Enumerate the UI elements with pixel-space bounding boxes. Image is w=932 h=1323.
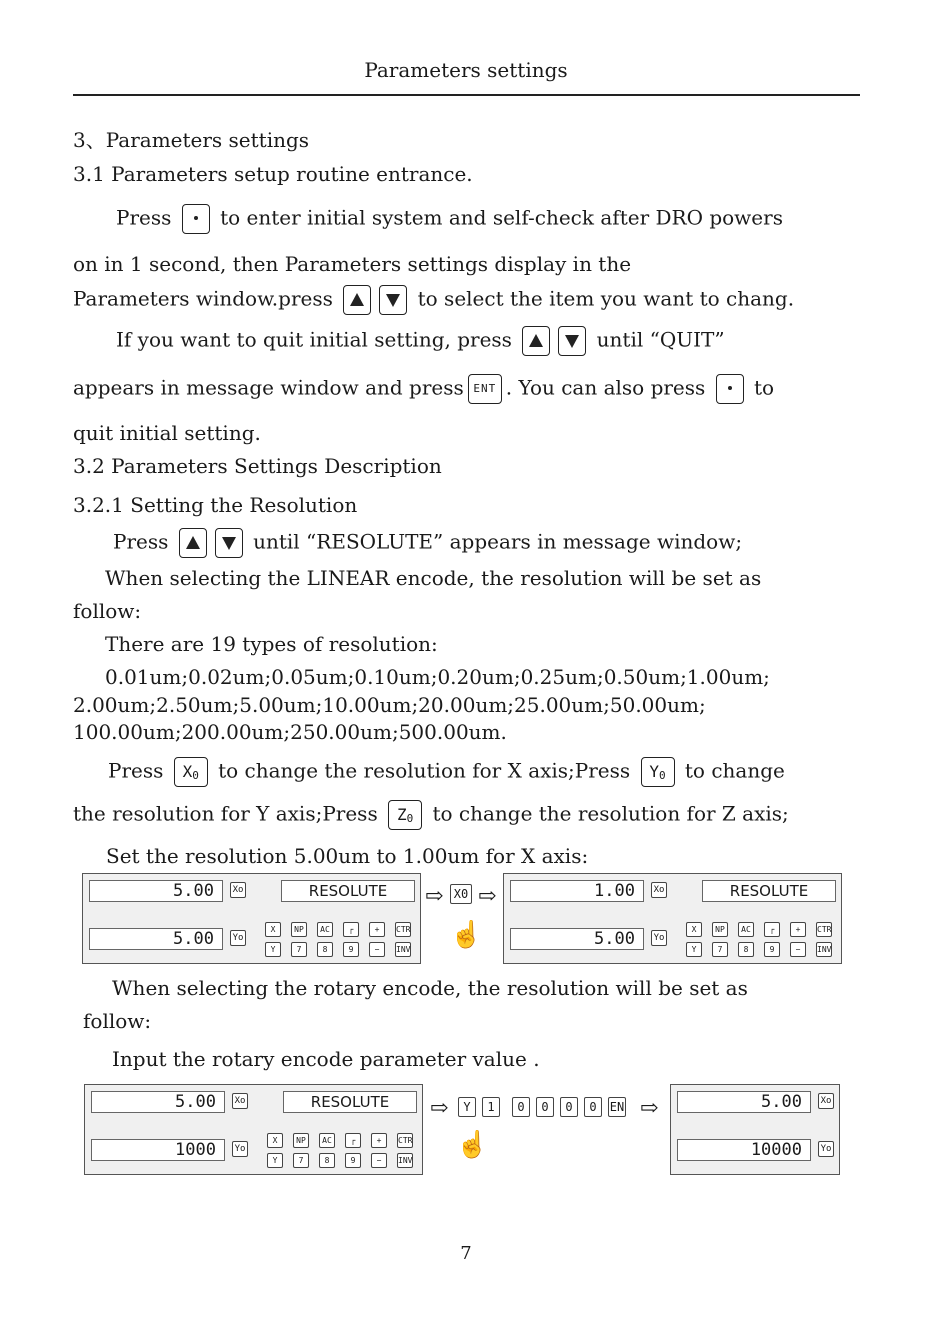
- keypad-key: X: [686, 922, 702, 937]
- dot-key-icon: [182, 204, 210, 234]
- keypad-key: ┌: [764, 922, 780, 937]
- paragraph-line: Press until “RESOLUTE” appears in message window;: [113, 528, 742, 558]
- paragraph-line: quit initial setting.: [73, 421, 261, 445]
- keypad-key: 9: [764, 942, 780, 957]
- dro-panel-rotary-before: [84, 1084, 423, 1175]
- x-axis-label-icon: Xo: [818, 1093, 834, 1109]
- y-axis-label-icon: Yo: [232, 1141, 248, 1157]
- subsection-3-2-1-title: 3.2.1 Setting the Resolution: [73, 493, 358, 517]
- pointing-hand-icon: ☝: [450, 920, 483, 950]
- keypad-key: 8: [319, 1153, 335, 1168]
- dot-key-icon: [716, 374, 744, 404]
- subsection-3-1-title: 3.1 Parameters setup routine entrance.: [73, 162, 473, 186]
- keypad-key: X: [265, 922, 281, 937]
- key-sequence: [458, 1097, 638, 1119]
- keypad-key: X: [267, 1133, 283, 1148]
- keypad-key: 7: [712, 942, 728, 957]
- keypad-key: 8: [317, 942, 333, 957]
- keypad-key: AC: [317, 922, 333, 937]
- keypad-key: INV: [397, 1153, 413, 1168]
- y0-key-icon: $Y_0$: [641, 757, 675, 787]
- down-arrow-key-icon: [379, 285, 407, 315]
- y-axis-label-icon: Yo: [651, 930, 667, 946]
- keypad-key: CTR: [816, 922, 832, 937]
- down-arrow-key-icon: [215, 528, 243, 558]
- keypad-key: 7: [293, 1153, 309, 1168]
- keypad-key: −: [790, 942, 806, 957]
- x-axis-label-icon: Xo: [230, 882, 246, 898]
- keypad-key: +: [369, 922, 385, 937]
- arrow-right-icon: ⇨: [425, 884, 444, 909]
- keypad-key: −: [371, 1153, 387, 1168]
- y-display: 1000: [91, 1139, 225, 1161]
- arrow-right-icon: ⇨: [640, 1096, 659, 1121]
- up-arrow-key-icon: [343, 285, 371, 315]
- keypad-key: AC: [319, 1133, 335, 1148]
- page-number: 7: [460, 1243, 472, 1264]
- keypad-key: CTR: [395, 922, 411, 937]
- keypad-key: NP: [291, 922, 307, 937]
- keypad-key: AC: [738, 922, 754, 937]
- paragraph-line: Press to enter initial system and self-check after DRO powers: [116, 204, 783, 234]
- paragraph-line: Parameters window.press to select the item you want to chang.: [73, 285, 794, 315]
- keypad-key: −: [369, 942, 385, 957]
- page-header: Parameters settings: [364, 58, 568, 82]
- keypad-key: 7: [291, 942, 307, 957]
- paragraph-line: When selecting the rotary encode, the resolution will be set as: [112, 976, 748, 1000]
- paragraph-line: Set the resolution 5.00um to 1.00um for X axis:: [106, 844, 589, 868]
- subsection-3-2-title: 3.2 Parameters Settings Description: [73, 454, 442, 478]
- sequence-key: Y: [458, 1097, 476, 1117]
- paragraph-line: appears in message window and press ENT . You can also press to: [73, 374, 774, 404]
- keypad-key: INV: [395, 942, 411, 957]
- dro-panel-after: [503, 873, 842, 964]
- dro-panel-rotary-after: [670, 1084, 840, 1175]
- x-axis-label-icon: Xo: [232, 1093, 248, 1109]
- keypad-key: Y: [686, 942, 702, 957]
- keypad-key: 9: [343, 942, 359, 957]
- keypad-key: 8: [738, 942, 754, 957]
- x-display: 5.00: [677, 1091, 811, 1113]
- paragraph-line: Input the rotary encode parameter value .: [112, 1047, 540, 1071]
- up-arrow-key-icon: [522, 326, 550, 356]
- paragraph-line: When selecting the LINEAR encode, the resolution will be set as: [105, 566, 762, 590]
- message-window: RESOLUTE: [281, 880, 415, 902]
- paragraph-line: There are 19 types of resolution:: [105, 632, 438, 656]
- z0-key-icon: $Z_0$: [388, 800, 422, 830]
- sequence-key: 0: [536, 1097, 554, 1117]
- message-window: RESOLUTE: [702, 880, 836, 902]
- resolution-list-line: 0.01um;0.02um;0.05um;0.10um;0.20um;0.25um;0.50um;1.00um;: [105, 665, 770, 689]
- keypad-key: +: [371, 1133, 387, 1148]
- sequence-key: 0: [560, 1097, 578, 1117]
- keypad-key: NP: [293, 1133, 309, 1148]
- paragraph-line: follow:: [73, 599, 142, 623]
- sequence-key: 1: [482, 1097, 500, 1117]
- keypad-key: CTR: [397, 1133, 413, 1148]
- dro-panel-before: [82, 873, 421, 964]
- x-display: 5.00: [89, 880, 223, 902]
- arrow-right-icon: ⇨: [430, 1096, 449, 1121]
- header-rule: [73, 94, 860, 96]
- resolution-list-line: 100.00um;200.00um;250.00um;500.00um.: [73, 720, 507, 744]
- x-display: 5.00: [91, 1091, 225, 1113]
- paragraph-line: follow:: [83, 1009, 152, 1033]
- paragraph-line: Press $X_0$ to change the resolution for X axis;Press $Y_0$ to change: [108, 757, 785, 787]
- x-axis-label-icon: Xo: [651, 882, 667, 898]
- x-display: 1.00: [510, 880, 644, 902]
- pointing-hand-icon: ☝: [456, 1130, 489, 1160]
- x0-key-icon: $X_0$: [174, 757, 208, 787]
- keypad-key: NP: [712, 922, 728, 937]
- keypad-key: 9: [345, 1153, 361, 1168]
- keypad-key: Y: [265, 942, 281, 957]
- keypad-key: Y: [267, 1153, 283, 1168]
- y-axis-label-icon: Yo: [818, 1141, 834, 1157]
- y-display: 5.00: [89, 928, 223, 950]
- y-display: 5.00: [510, 928, 644, 950]
- sequence-key: 0: [512, 1097, 530, 1117]
- sequence-key: EN: [608, 1097, 626, 1117]
- paragraph-line: on in 1 second, then Parameters settings display in the: [73, 252, 632, 276]
- resolution-list-line: 2.00um;2.50um;5.00um;10.00um;20.00um;25.00um;50.00um;: [73, 693, 706, 717]
- ent-key-icon: ENT: [468, 374, 502, 404]
- down-arrow-key-icon: [558, 326, 586, 356]
- keypad-key: +: [790, 922, 806, 937]
- up-arrow-key-icon: [179, 528, 207, 558]
- paragraph-line: If you want to quit initial setting, press until “QUIT”: [116, 326, 725, 356]
- keypad-key: ┌: [345, 1133, 361, 1148]
- y-axis-label-icon: Yo: [230, 930, 246, 946]
- section-title: 3、Parameters settings: [73, 128, 310, 152]
- y-display: 10000: [677, 1139, 811, 1161]
- message-window: RESOLUTE: [283, 1091, 417, 1113]
- x0-key-icon: X0: [450, 884, 472, 904]
- paragraph-line: the resolution for Y axis;Press $Z_0$ to change the resolution for Z axis;: [73, 800, 789, 830]
- keypad-key: INV: [816, 942, 832, 957]
- arrow-right-icon: ⇨: [478, 884, 497, 909]
- sequence-key: 0: [584, 1097, 602, 1117]
- keypad-key: ┌: [343, 922, 359, 937]
